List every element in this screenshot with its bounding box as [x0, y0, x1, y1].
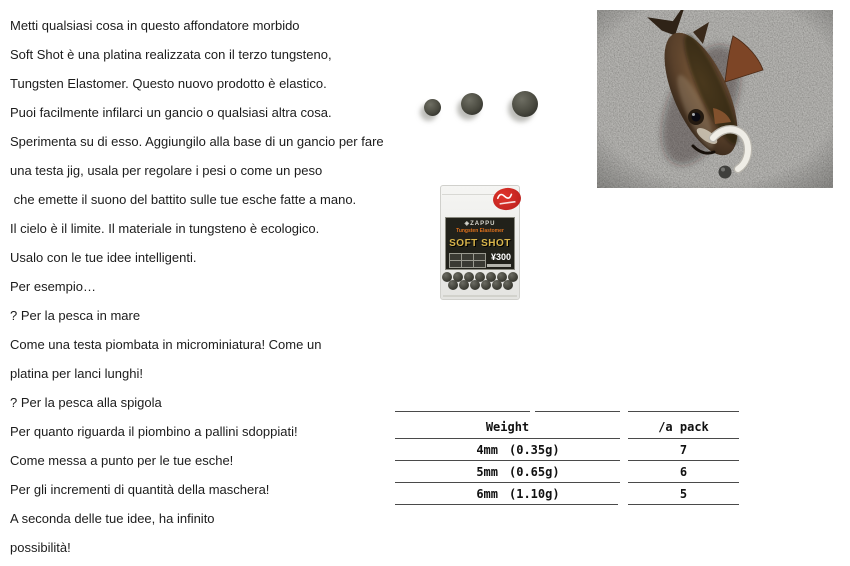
shot-sinker-small-image: [424, 99, 441, 116]
shot-sinker-large-image: [512, 91, 538, 117]
bag-seal-line: [443, 295, 517, 297]
description-line: Il cielo è il limite. Il materiale in tungsteno è ecologico.: [10, 221, 320, 236]
product-package-image: [440, 185, 520, 300]
description-line: ? Per la pesca alla spigola: [10, 395, 162, 410]
row-grams: (1.10g): [509, 487, 560, 501]
price-note-bar: [487, 264, 511, 267]
description-line: Come una testa piombata in microminiatura! Come un: [10, 337, 322, 352]
table-line: [395, 438, 620, 439]
description-line: Per quanto riguarda il piombino a pallini sdoppiati!: [10, 424, 298, 439]
description-line: Usalo con le tue idee intelligenti.: [10, 250, 197, 265]
description-line: Puoi facilmente infilarci un gancio o qualsiasi altra cosa.: [10, 105, 332, 120]
spec-cell: [473, 260, 486, 268]
description-line: Come messa a punto per le tue esche!: [10, 453, 234, 468]
brand-label: [446, 221, 514, 228]
table-line: [395, 482, 620, 483]
description-line: Per esempio…: [10, 279, 96, 294]
description-line: possibilità!: [10, 540, 71, 555]
table-line: [395, 460, 620, 461]
row-pack-count: 7: [679, 443, 688, 457]
description-line: Sperimenta su di esso. Aggiungilo alla base di un gancio per fare: [10, 134, 384, 149]
table-line: [628, 411, 739, 412]
description-text-block: [10, 11, 410, 562]
column-header-weight: Weight: [485, 420, 530, 434]
table-line: [395, 411, 530, 412]
description-line: platina per lanci lunghi!: [10, 366, 143, 381]
table-line: [395, 504, 618, 505]
shot-sinker-medium-image: [461, 93, 483, 115]
row-grams: (0.65g): [509, 465, 560, 479]
row-size: 6mm: [476, 487, 498, 501]
price-label: ¥300: [490, 252, 511, 262]
row-grams: (0.35g): [509, 443, 560, 457]
description-line: una testa jig, usala per regolare i pesi o come un peso: [10, 163, 323, 178]
product-title: SOFT SHOT: [449, 238, 511, 249]
description-line: ? Per la pesca in mare: [10, 308, 141, 323]
package-shot-balls: [442, 272, 518, 290]
description-line: che emette il suono del battito sulle tue esche fatte a mano.: [10, 192, 357, 207]
fish-photo-image: [597, 10, 833, 188]
spec-table: [393, 411, 741, 508]
table-line: [628, 482, 739, 483]
table-line: [535, 411, 620, 412]
red-sticker-icon: [492, 186, 523, 212]
description-line: Per gli incrementi di quantità della maschera!: [10, 482, 270, 497]
column-header-pack: /a pack: [658, 420, 709, 434]
row-size: 5mm: [476, 465, 498, 479]
description-line: Soft Shot è una platina realizzata con il terzo tungsteno,: [10, 47, 332, 62]
table-line: [628, 438, 739, 439]
zappu-logo-icon: ◈: [464, 221, 471, 227]
row-pack-count: 5: [679, 487, 688, 501]
description-line: A seconda delle tue idee, ha infinito: [10, 511, 215, 526]
brand-name: ZAPPU: [470, 221, 496, 227]
material-label: Tungsten Elastomer: [456, 228, 504, 234]
table-line: [628, 504, 739, 505]
row-pack-count: 6: [679, 465, 688, 479]
description-line: Tungsten Elastomer. Questo nuovo prodotto è elastico.: [10, 76, 327, 91]
row-size: 4mm: [476, 443, 498, 457]
package-size-table: [449, 253, 485, 267]
package-header-card: [445, 217, 515, 270]
table-line: [628, 460, 739, 461]
description-line: Metti qualsiasi cosa in questo affondatore morbido: [10, 18, 300, 33]
